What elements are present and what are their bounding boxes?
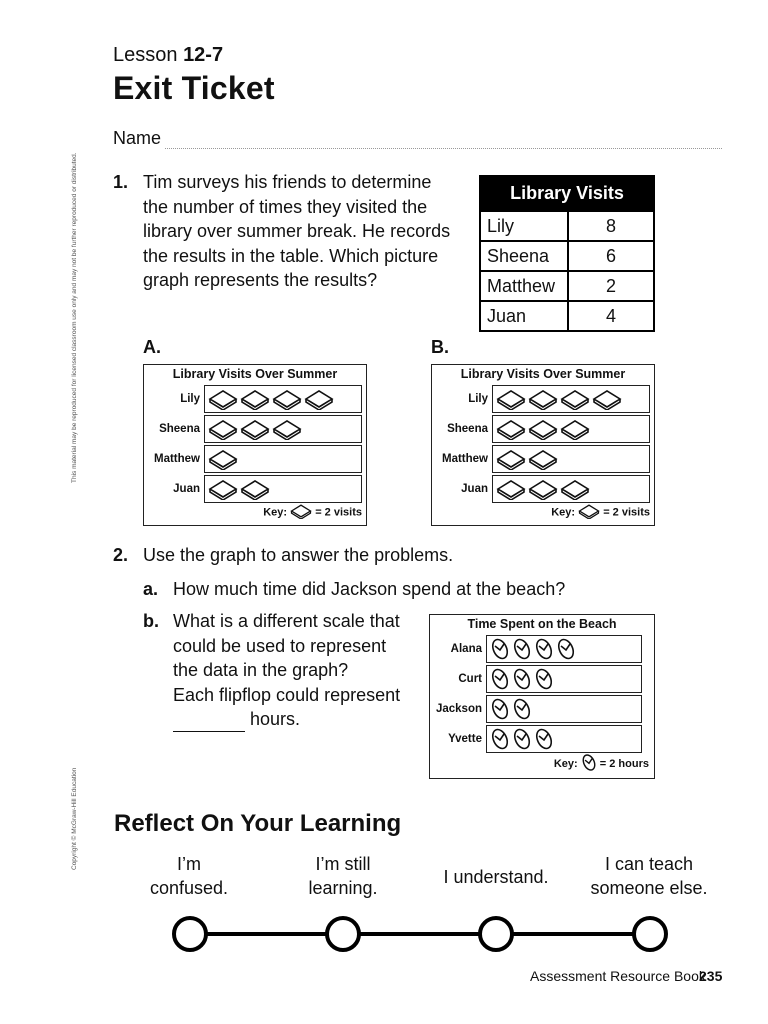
book-icon — [496, 448, 526, 470]
option-b-label[interactable]: B. — [431, 337, 449, 357]
table-row — [480, 241, 654, 271]
graph-row-icons — [204, 385, 362, 413]
page-title: Exit Ticket — [113, 70, 275, 106]
lesson-number: 12-7 — [183, 44, 224, 66]
graph-row-icons — [486, 725, 642, 753]
stage-line: I’m — [177, 854, 201, 874]
key-prefix: Key: — [263, 506, 288, 519]
progress-circle-icon[interactable] — [634, 918, 666, 950]
q2b-line: What is a different scale that — [173, 611, 400, 631]
question-2-number: 2. — [113, 545, 129, 565]
q1-line: Tim surveys his friends to determine — [143, 172, 432, 192]
key-prefix: Key: — [553, 757, 578, 770]
book-icon — [528, 478, 558, 500]
table-cell-value: 6 — [568, 241, 654, 271]
progress-circle-icon[interactable] — [174, 918, 206, 950]
lesson-word: Lesson — [113, 44, 178, 66]
beach-graph-key — [554, 753, 649, 775]
flipflop-icon — [490, 637, 510, 661]
hours-suffix: hours. — [250, 709, 301, 729]
book-icon — [272, 388, 302, 410]
q1-line: the results in the table. Which picture — [143, 245, 439, 266]
stage-line: confused. — [149, 878, 229, 898]
graph-row-label: Lily — [180, 393, 200, 405]
book-icon — [240, 478, 270, 500]
learning-scale — [160, 910, 680, 960]
table-cell-value: 2 — [568, 271, 654, 301]
library-visits-table — [479, 175, 655, 332]
stage-line: someone else. — [590, 878, 708, 898]
book-icon — [560, 418, 590, 440]
book-icon — [240, 388, 270, 410]
graph-b-key — [551, 503, 650, 522]
graph-row-icons — [486, 695, 642, 723]
footer-book-title: Assessment Resource Book — [530, 968, 706, 984]
stage-line: learning. — [308, 878, 378, 898]
question-2b-text — [173, 609, 423, 732]
flipflop-icon — [534, 637, 554, 661]
book-icon — [208, 418, 238, 440]
question-1-number: 1. — [113, 172, 129, 192]
table-cell-value: 4 — [568, 301, 654, 331]
book-icon — [208, 448, 238, 470]
book-icon — [560, 388, 590, 410]
graph-row-label: Juan — [461, 483, 488, 495]
table-cell-value: 8 — [568, 211, 654, 241]
question-2b-label: b. — [143, 611, 159, 631]
page-number: 235 — [699, 968, 723, 984]
stage-understand-label — [421, 865, 571, 889]
graph-row-icons — [486, 665, 642, 693]
book-icon — [290, 503, 312, 522]
graph-a-key — [263, 503, 362, 522]
graph-row-label: Matthew — [442, 453, 488, 465]
stage-confused-label — [114, 852, 264, 900]
book-icon — [304, 388, 334, 410]
key-suffix: = 2 visits — [315, 506, 362, 519]
question-2-intro: Use the graph to answer the problems. — [143, 545, 454, 565]
q2b-line: could be used to represent — [173, 635, 387, 656]
graph-row-label: Lily — [468, 393, 488, 405]
graph-row-icons — [204, 445, 362, 473]
book-icon — [496, 418, 526, 440]
progress-circle-icon[interactable] — [480, 918, 512, 950]
book-icon — [528, 448, 558, 470]
option-a-label[interactable]: A. — [143, 337, 161, 357]
graph-row-icons — [492, 385, 650, 413]
stage-line: I understand. — [443, 867, 549, 887]
flipflop-icon — [512, 637, 532, 661]
table-title: Library Visits — [480, 176, 654, 211]
key-suffix: = 2 visits — [603, 506, 650, 519]
stage-line: I’m still — [315, 854, 371, 874]
q2b-answer-line — [173, 707, 423, 732]
book-icon — [208, 388, 238, 410]
picture-graph-b[interactable] — [431, 364, 655, 526]
graph-row-label: Curt — [458, 673, 482, 685]
flipflop-icon — [512, 697, 532, 721]
name-field[interactable] — [165, 148, 722, 149]
picture-graph-a[interactable] — [143, 364, 367, 526]
graph-row-icons — [486, 635, 642, 663]
table-cell-name: Lily — [480, 211, 568, 241]
book-icon — [496, 478, 526, 500]
answer-blank[interactable] — [173, 713, 245, 732]
name-label: Name — [113, 128, 162, 148]
book-icon — [560, 478, 590, 500]
graph-row-label: Sheena — [447, 423, 488, 435]
question-2a-text: How much time did Jackson spend at the beach? — [173, 579, 566, 599]
flipflop-icon — [534, 667, 554, 691]
flipflop-icon — [556, 637, 576, 661]
graph-row-label: Yvette — [448, 733, 482, 745]
q1-line: graph represents the results? — [143, 270, 378, 290]
stage-teach-label — [574, 852, 724, 900]
beach-graph-title: Time Spent on the Beach — [467, 617, 617, 631]
graph-row-icons — [492, 415, 650, 443]
book-icon — [578, 503, 600, 522]
q1-line: the number of times they visited the — [143, 196, 428, 217]
progress-circle-icon[interactable] — [327, 918, 359, 950]
side-copyright-text: Copyright © McGraw-Hill Education — [71, 767, 78, 870]
flipflop-icon — [490, 697, 510, 721]
graph-a-title: Library Visits Over Summer — [172, 367, 338, 381]
graph-row-label: Juan — [173, 483, 200, 495]
table-cell-name: Sheena — [480, 241, 568, 271]
stage-line: I can teach — [604, 854, 694, 874]
book-icon — [208, 478, 238, 500]
table-cell-name: Matthew — [480, 271, 568, 301]
book-icon — [240, 418, 270, 440]
beach-time-graph — [429, 614, 655, 779]
question-1-text — [143, 170, 473, 293]
graph-row-icons — [492, 475, 650, 503]
book-icon — [272, 418, 302, 440]
graph-row-icons — [492, 445, 650, 473]
flipflop-icon — [490, 667, 510, 691]
graph-row-label: Jackson — [435, 703, 482, 715]
q2b-line: the data in the graph? — [173, 660, 349, 680]
table-cell-name: Juan — [480, 301, 568, 331]
flipflop-icon — [581, 753, 597, 775]
question-2a-label: a. — [143, 579, 159, 599]
key-suffix: = 2 hours — [599, 757, 649, 770]
table-row — [480, 301, 654, 331]
table-row — [480, 271, 654, 301]
table-row — [480, 211, 654, 241]
graph-b-title: Library Visits Over Summer — [460, 367, 626, 381]
graph-row-label: Alana — [450, 643, 482, 655]
flipflop-icon — [490, 727, 510, 751]
side-license-text: This material may be reproduced for licensed classroom use only and may not be further reproduced or distributed. — [71, 152, 78, 483]
flipflop-icon — [512, 667, 532, 691]
q1-line: library over summer break. He records — [143, 221, 451, 241]
graph-row-icons — [204, 475, 362, 503]
lesson-label — [113, 44, 223, 67]
reflect-title: Reflect On Your Learning — [114, 810, 402, 837]
flipflop-icon — [512, 727, 532, 751]
graph-row-label: Matthew — [154, 453, 200, 465]
graph-row-label: Sheena — [159, 423, 200, 435]
q2b-line: Each flipflop could represent — [173, 684, 401, 705]
book-icon — [592, 388, 622, 410]
flipflop-icon — [534, 727, 554, 751]
graph-row-icons — [204, 415, 362, 443]
book-icon — [528, 418, 558, 440]
book-icon — [496, 388, 526, 410]
book-icon — [528, 388, 558, 410]
stage-learning-label — [268, 852, 418, 900]
key-prefix: Key: — [551, 506, 576, 519]
